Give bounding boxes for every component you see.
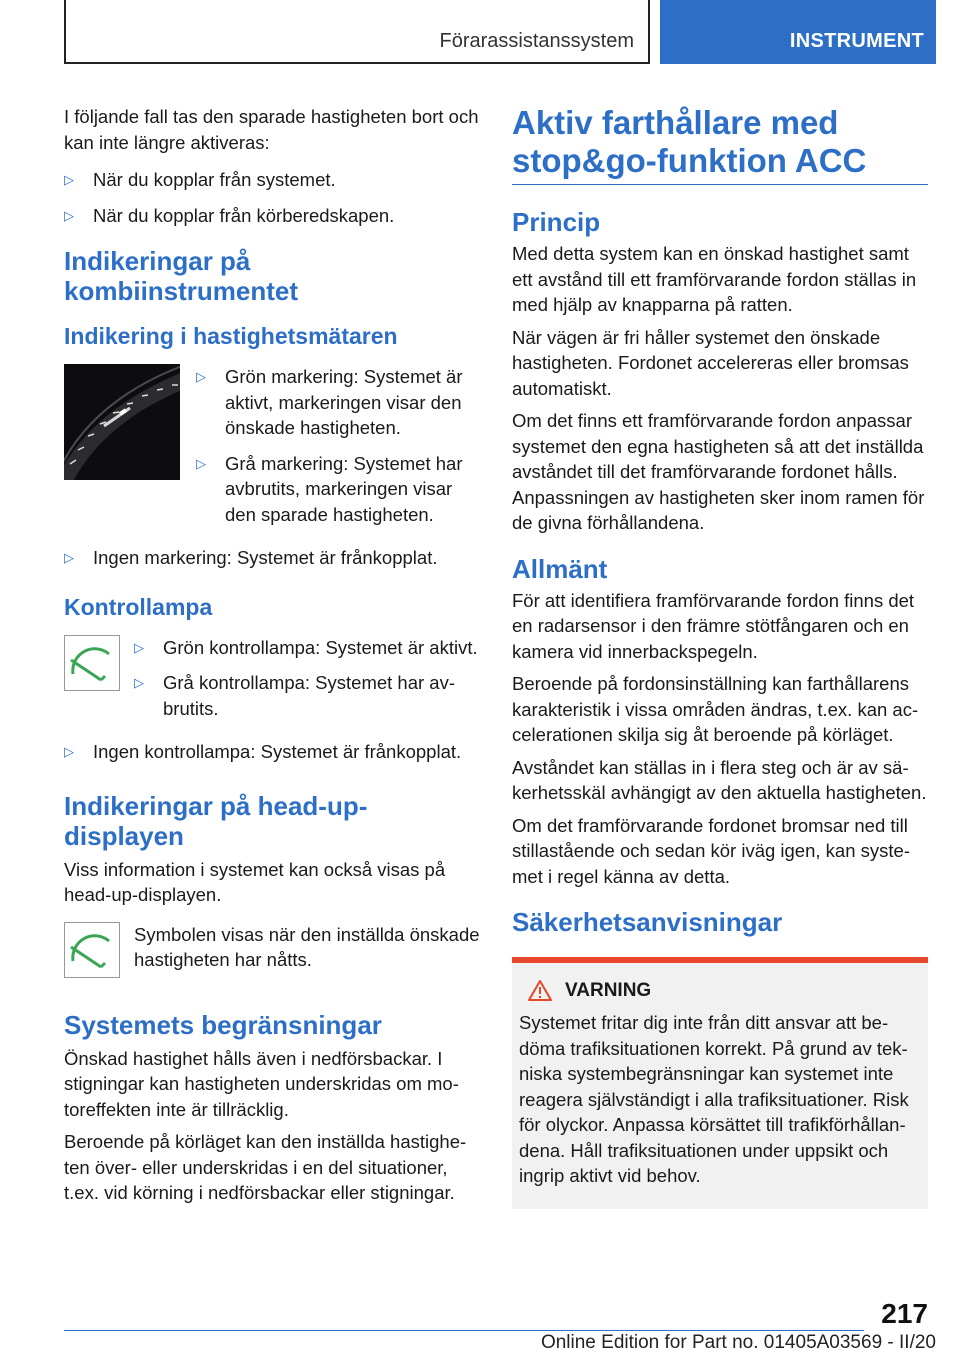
heading-headup: Indikeringar på head-up-displayen bbox=[64, 790, 368, 851]
list-item: ▷ Grå markering: Systemet har avbrutits, markeringen visar den sparade hastigheten. bbox=[196, 451, 484, 528]
warning-box bbox=[512, 957, 928, 1209]
princip-paragraph-2: När vägen är fri håller systemet den önskade hastigheten. Fordonet accelereras eller bromsas automatiskt. bbox=[512, 326, 909, 399]
intro-list bbox=[64, 167, 484, 228]
warning-title: VARNING bbox=[565, 979, 652, 1001]
left-column bbox=[64, 104, 484, 1213]
speedo-list bbox=[196, 364, 484, 537]
heading-begransningar: Systemets begränsningar bbox=[64, 1009, 382, 1040]
warning-text: Systemet fritar dig inte från ditt ansvar att bedöma trafiksituationen korrekt. På grund av tekniska systembegränsningar kan systemet inte reagera självständigt i alla trafiksituationer. Risk för olyckor. Anpassa körsättet till trafikförhållandena. Håll trafiksituationen under uppsikt och ingrip aktivt vid behov. bbox=[519, 1012, 909, 1186]
warning-triangle-icon bbox=[527, 979, 553, 1002]
list-item: ▷ Grön markering: Systemet är aktivt, markeringen visar den önskade hastigheten. bbox=[196, 364, 484, 441]
headup-paragraph: Viss information i systemet kan också visas på head-up-displayen. bbox=[64, 858, 446, 905]
heading-sakerhet: Säkerhetsanvisningar bbox=[512, 907, 783, 937]
list-item: ▷ När du kopplar från systemet. bbox=[64, 167, 484, 193]
headup-symbol-icon bbox=[64, 922, 120, 978]
warning-heading bbox=[519, 979, 920, 1002]
heading-kontrollampa: Kontrollampa bbox=[64, 593, 213, 620]
speedometer-image bbox=[64, 364, 180, 480]
footer-edition: Online Edition for Part no. 01405A03569 - II/20 bbox=[540, 1332, 936, 1353]
heading-hastighetsmataren: Indikering i hastighetsmätaren bbox=[64, 323, 398, 349]
page-number: 217 bbox=[881, 1298, 928, 1329]
allmant-paragraph-1: För att identifiera framförvarande fordon finns det en radarsensor i den främre stötfångaren och en kamera vid innerbackspegeln. bbox=[512, 589, 915, 662]
header-chapter-title: INSTRUMENT bbox=[789, 30, 924, 52]
speedo-none-list bbox=[64, 545, 484, 571]
allmant-paragraph-4: Om det framförvarande fordonet bromsar ned till stillastående och sedan kör iväg igen, kan systemet i regel känna av detta. bbox=[512, 814, 910, 887]
footer-divider bbox=[64, 1330, 864, 1331]
main-heading-block bbox=[512, 104, 928, 185]
headup-symbol-text: Symbolen visas när den inställda önskade hastigheten har nåtts. bbox=[134, 923, 480, 970]
acc-indicator-lamp-icon bbox=[64, 635, 120, 691]
princip-paragraph-1: Med detta system kan en önskad hastighet samt ett avstånd till ett framförvarande fordon ställas in med hjälp av knapparna på ratten. bbox=[512, 243, 917, 315]
speedo-block bbox=[64, 364, 484, 537]
allmant-paragraph-3: Avståndet kan ställas in i flera steg och är av säkerhetsskäl avhängigt av den aktuella hastigheten. bbox=[512, 756, 927, 803]
heading-indikeringar: Indikeringar på kombiinstrumentet bbox=[64, 246, 299, 306]
header-section-title: Förarassistanssystem bbox=[439, 30, 634, 52]
begransningar-paragraph-1: Önskad hastighet hålls även i nedförsbackar. I stigningar kan hastigheten underskridas om motoreffekten inte är tillräcklig. bbox=[64, 1047, 459, 1120]
header-section-tab bbox=[64, 0, 650, 64]
heading-allmant: Allmänt bbox=[512, 553, 608, 584]
list-item: ▷ När du kopplar från körberedskapen. bbox=[64, 203, 484, 229]
lamp-none-list bbox=[64, 739, 484, 765]
allmant-paragraph-2: Beroende på fordonsinställning kan farthållarens karakteristik i vissa områden ändras, t.ex. kan accelerationen skilja sig åt beroende på körläget. bbox=[512, 673, 919, 745]
headup-symbol-block bbox=[64, 922, 484, 980]
lamp-list bbox=[134, 635, 484, 732]
begransningar-paragraph-2: Beroende på körläget kan den inställda hastigheten över- eller underskridas i en del situationer, t.ex. vid körning i nedförsbackar eller stigningar. bbox=[64, 1131, 467, 1203]
lamp-block bbox=[64, 635, 484, 732]
right-column bbox=[512, 104, 928, 1209]
list-item: ▷ Ingen kontrollampa: Systemet är frånkopplat. bbox=[64, 739, 484, 765]
heading-princip: Princip bbox=[512, 207, 601, 237]
header-chapter-tab bbox=[660, 0, 936, 64]
princip-paragraph-3: Om det finns ett framförvarande fordon anpassar systemet den egna hastigheten så att det inställda avståndet till det framförvarande fordonet hålls. Anpassningen av hastigheten sker inom ramen för de givna förhållandena. bbox=[512, 410, 925, 533]
heading-acc: Aktiv farthållare med stop&go-funktion ACC bbox=[512, 104, 867, 179]
list-item: ▷ Grön kontrollampa: Systemet är aktivt. bbox=[134, 635, 484, 661]
intro-paragraph: I följande fall tas den sparade hastigheten bort och kan inte längre aktiveras: bbox=[64, 106, 479, 153]
list-item: ▷ Grå kontrollampa: Systemet har avbrutits. bbox=[134, 670, 484, 721]
list-item: ▷ Ingen markering: Systemet är frånkopplat. bbox=[64, 545, 484, 571]
